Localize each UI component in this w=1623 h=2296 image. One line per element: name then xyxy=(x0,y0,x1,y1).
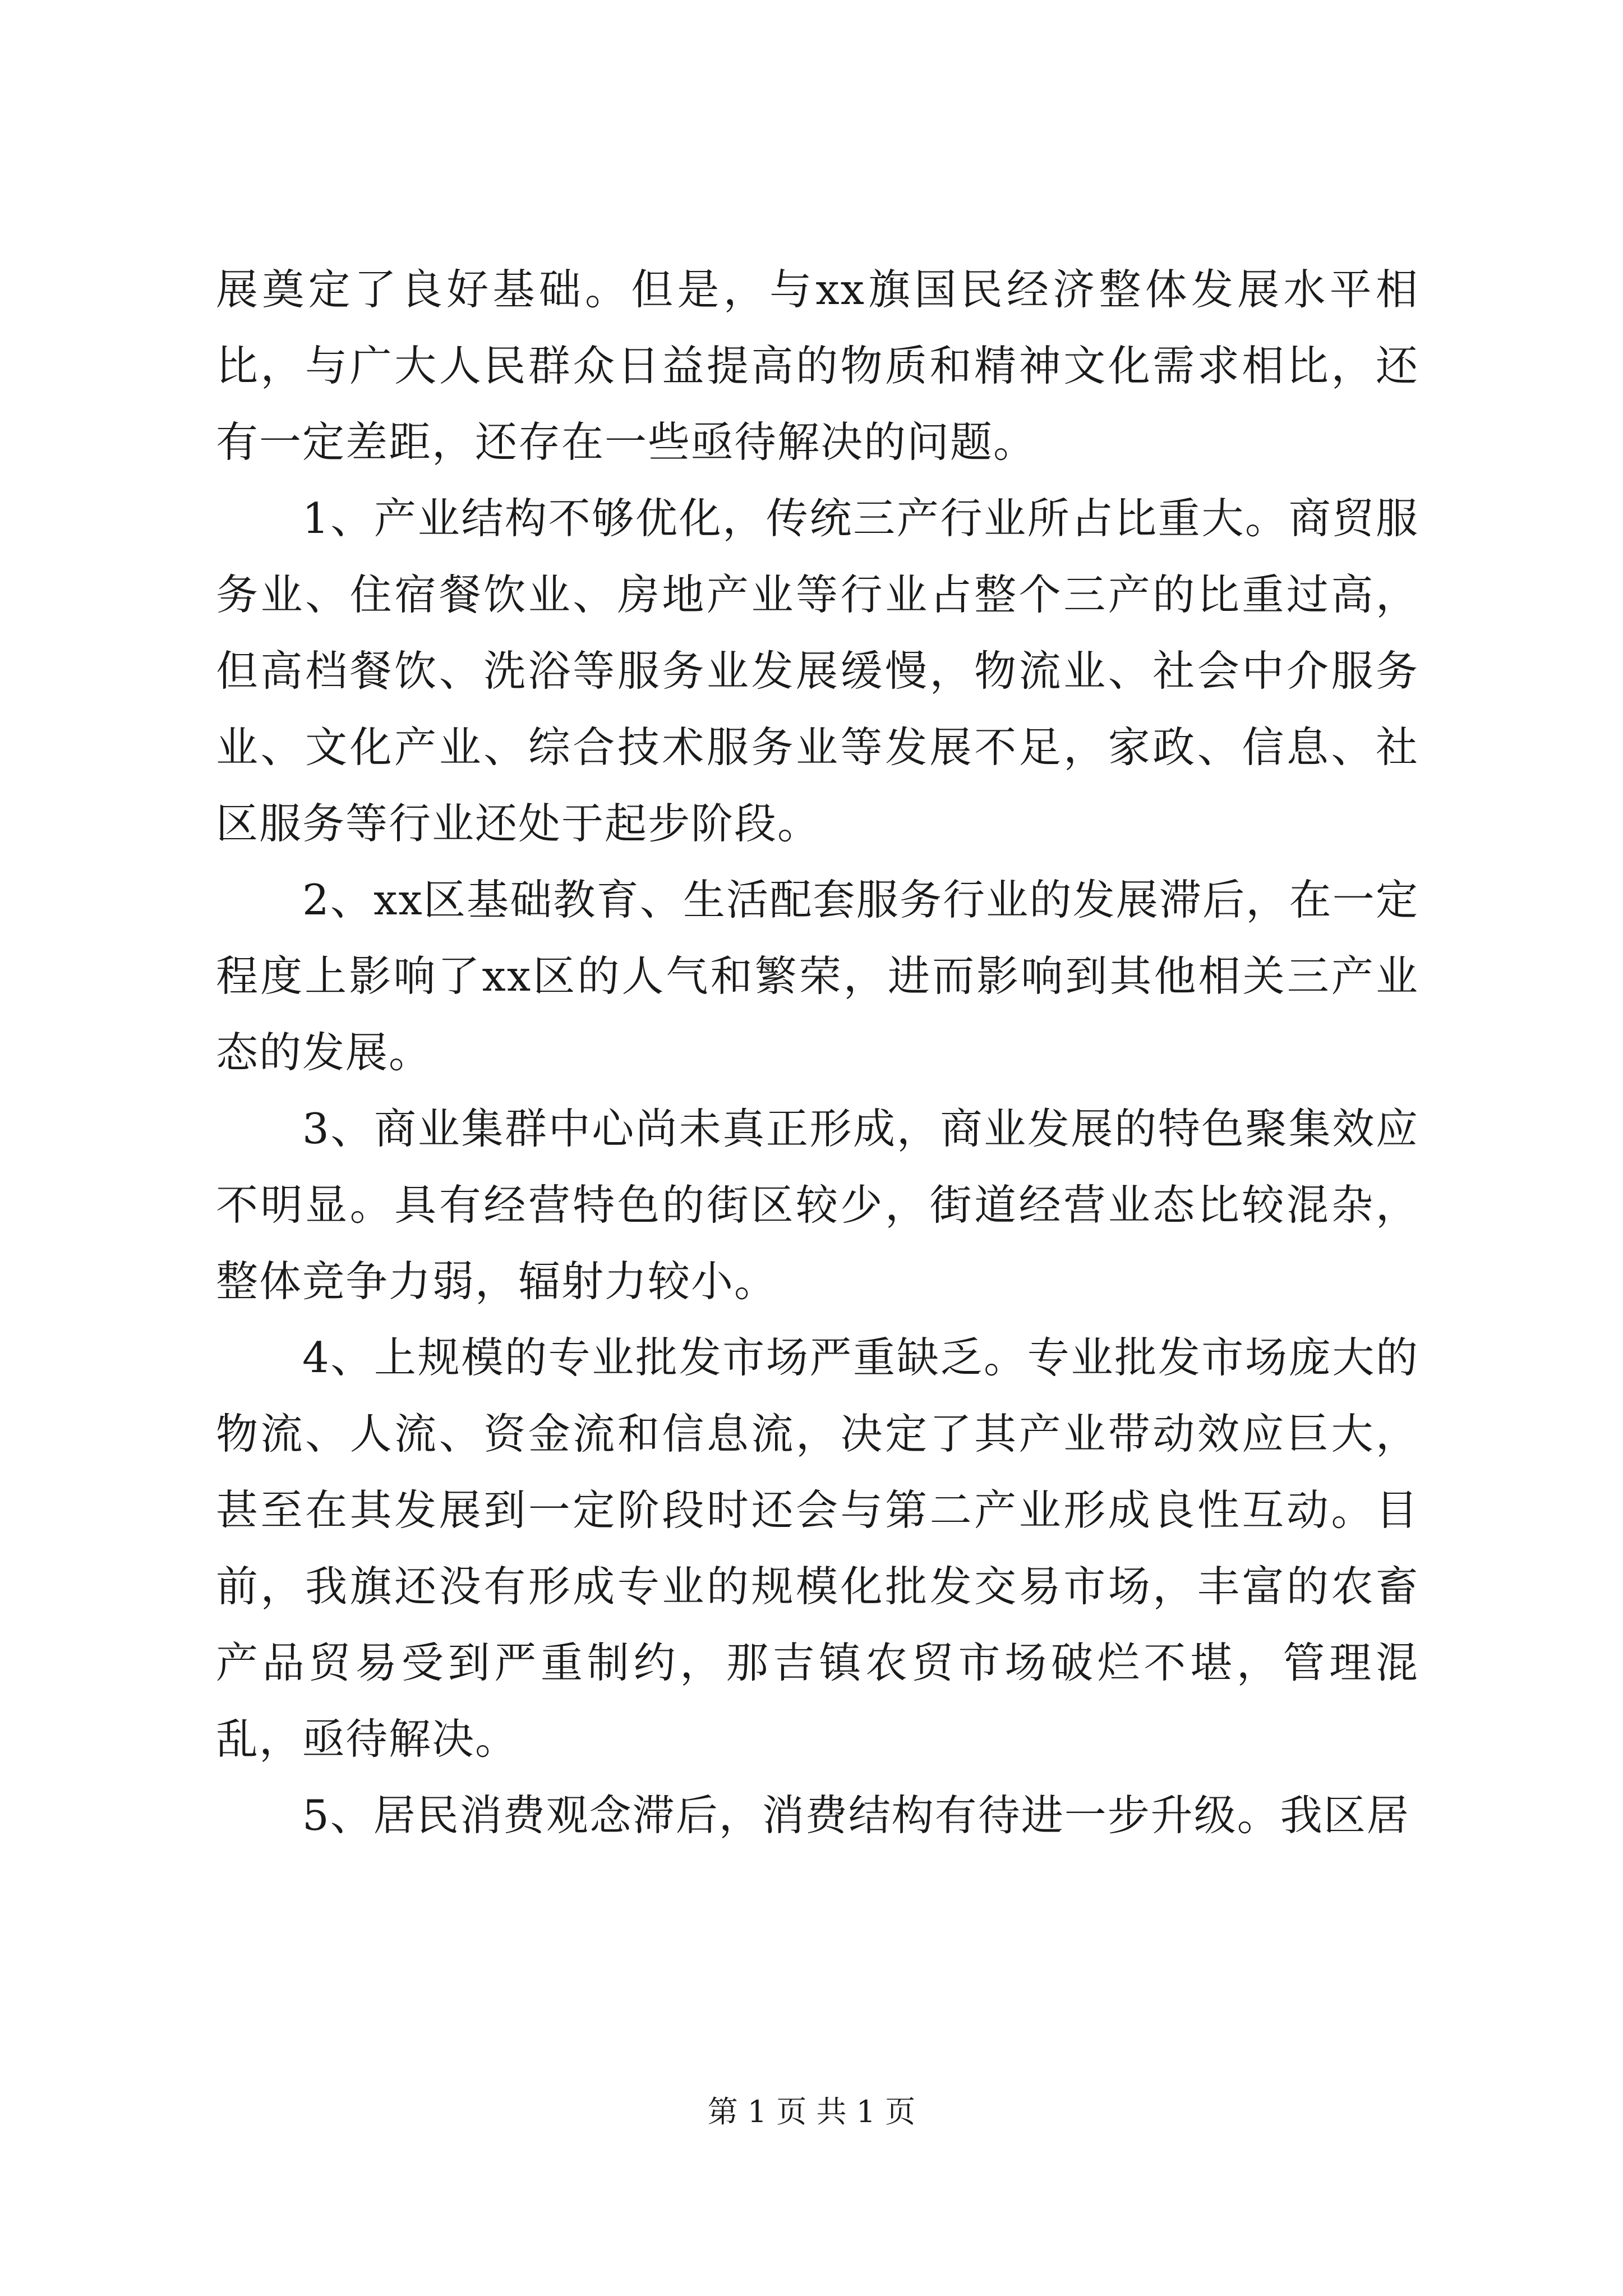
paragraph-item-4: 4、上规模的专业批发市场严重缺乏。专业批发市场庞大的物流、人流、资金流和信息流，决定了其产业带动效应巨大，甚至在其发展到一定阶段时还会与第二产业形成良性互动。目前，我旗还没有形成专业的规模化批发交易市场，丰富的农畜产品贸易受到严重制约，那吉镇农贸市场破烂不堪，管理混乱，亟待解决。 xyxy=(216,1333,1419,1764)
paragraph-item-2: 2、xx区基础教育、生活配套服务行业的发展滞后，在一定程度上影响了xx区的人气和繁荣，进而影响到其他相关三产业态的发展。 xyxy=(216,875,1419,1077)
paragraph-continuation: 展奠定了良好基础。但是，与xx旗国民经济整体发展水平相比，与广大人民群众日益提高的物质和精神文化需求相比，还有一定差距，还存在一些亟待解决的问题。 xyxy=(216,265,1419,467)
paragraph-item-3: 3、商业集群中心尚未真正形成，商业发展的特色聚集效应不明显。具有经营特色的街区较少，街道经营业态比较混杂，整体竞争力弱，辐射力较小。 xyxy=(216,1104,1419,1306)
page-number-label: 第 1 页 共 1 页 xyxy=(707,2094,916,2129)
paragraph-item-5: 5、居民消费观念滞后，消费结构有待进一步升级。我区居 xyxy=(302,1791,1410,1840)
document-body xyxy=(216,251,1419,1853)
page-footer xyxy=(0,2092,1623,2132)
paragraph-item-1: 1、产业结构不够优化，传统三产行业所占比重大。商贸服务业、住宿餐饮业、房地产业等行业占整个三产的比重过高，但高档餐饮、洗浴等服务业发展缓慢，物流业、社会中介服务业、文化产业、综合技术服务业等发展不足，家政、信息、社区服务等行业还处于起步阶段。 xyxy=(216,494,1419,848)
